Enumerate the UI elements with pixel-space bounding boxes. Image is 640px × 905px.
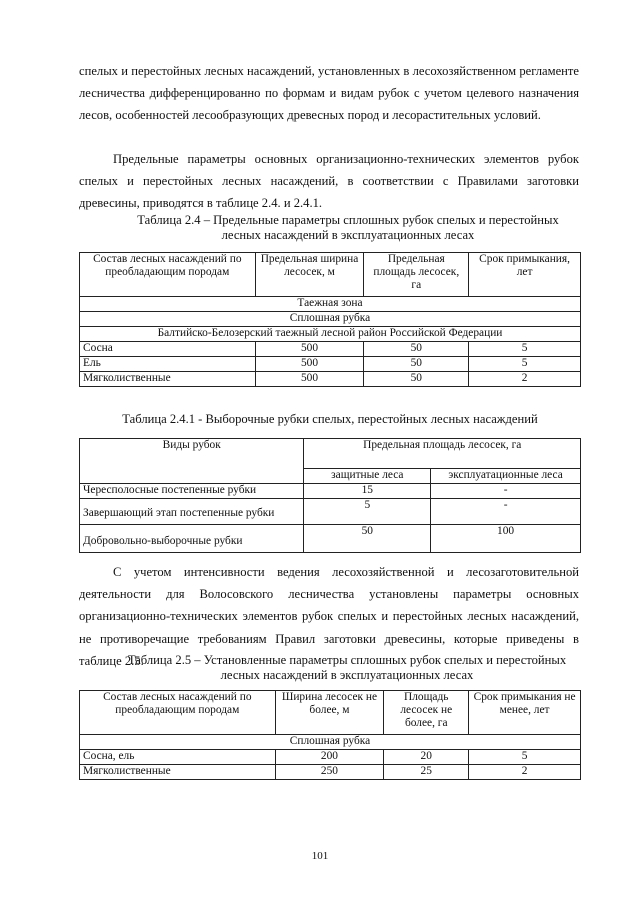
table-row (80, 750, 581, 765)
area-cell: 50 (364, 357, 469, 372)
area-cell: 25 (384, 765, 469, 780)
paragraph-3: С учетом интенсивности ведения лесохозяйственной и лесозаготовительной деятельности для Волосовского лесничества установлены параметры основных организационно-технических элементов рубок спелых и перестойных лесных насаждений, не противоречащие требованиям Правил заготовки древесины, которые приведены в таблице 2.5. (79, 565, 579, 668)
area-cell: 20 (384, 750, 469, 765)
width-cell: 200 (275, 750, 384, 765)
species-cell: Ель (80, 357, 256, 372)
width-cell: 500 (255, 372, 364, 387)
page-number: 101 (311, 850, 329, 862)
table-2-4-1-caption: Таблица 2.4.1 - Выборочные рубки спелых, перестойных лесных насаждений (122, 412, 538, 426)
header-area: Площадь лесосек не более, га (384, 691, 469, 735)
protective-cell: 5 (304, 499, 431, 525)
area-cell: 50 (364, 372, 469, 387)
table-2-4-caption: Таблица 2.4 – Предельные параметры сплошных рубок спелых и перестойных лесных насаждений в эксплуатационных лесах (137, 213, 559, 242)
term-cell: 5 (469, 750, 581, 765)
table-row (80, 525, 581, 553)
table-row (80, 499, 581, 525)
table-row (80, 484, 581, 499)
table-header-row (80, 691, 581, 735)
species-cell: Сосна (80, 342, 256, 357)
header-cut-kind: Виды рубок (80, 439, 304, 484)
table-2-4-1 (79, 438, 581, 553)
exploitation-cell: - (431, 484, 581, 499)
zone-row: Таежная зона (80, 297, 581, 312)
header-protective: защитные леса (304, 469, 431, 484)
table-row (80, 342, 581, 357)
term-cell: 5 (469, 342, 581, 357)
width-cell: 500 (255, 342, 364, 357)
exploitation-cell: 100 (431, 525, 581, 553)
species-cell: Сосна, ель (80, 750, 276, 765)
header-width: Ширина лесосек не более, м (275, 691, 384, 735)
width-cell: 500 (255, 357, 364, 372)
table-2-5-caption: Таблица 2.5 – Установленные параметры сплошных рубок спелых и перестойных лесных насаждений в эксплуатационных лесах (127, 653, 567, 682)
species-cell: Мягколиственные (80, 372, 256, 387)
table-2-4 (79, 252, 581, 387)
header-composition: Состав лесных насаждений по преобладающим породам (80, 253, 256, 297)
table-row (80, 372, 581, 387)
width-cell: 250 (275, 765, 384, 780)
header-max-area: Предельная площадь лесосек, га (304, 439, 581, 469)
header-exploitation: эксплуатационные леса (431, 469, 581, 484)
paragraph-1: спелых и перестойных лесных насаждений, установленных в лесохозяйственном регламенте лесничества дифференцированно по формам и видам рубок с учетом целевого назначения лесов, особенностей лесообразующих древесных пород и лесорастительных условий. (79, 64, 579, 123)
region-row: Балтийско-Белозерский таежный лесной район Российской Федерации (80, 327, 581, 342)
header-area: Предельная площадь лесосек, га (364, 253, 469, 297)
term-cell: 2 (469, 372, 581, 387)
term-cell: 2 (469, 765, 581, 780)
protective-cell: 50 (304, 525, 431, 553)
cut-type-row: Сплошная рубка (80, 735, 581, 750)
cut-kind-cell: Завершающий этап постепенные рубки (80, 499, 304, 525)
paragraph-2: Предельные параметры основных организационно-технических элементов рубок спелых и перестойных лесных насаждений, в соответствии с Правилами заготовки древесины, приводятся в таблице 2.4. и 2.4.1. (79, 152, 579, 211)
table-row (80, 357, 581, 372)
term-cell: 5 (469, 357, 581, 372)
header-composition: Состав лесных насаждений по преобладающим породам (80, 691, 276, 735)
table-2-5 (79, 690, 581, 780)
cut-type-row: Сплошная рубка (80, 312, 581, 327)
table-row (80, 765, 581, 780)
species-cell: Мягколиственные (80, 765, 276, 780)
header-term: Срок примыкания не менее, лет (469, 691, 581, 735)
header-width: Предельная ширина лесосек, м (255, 253, 364, 297)
table-header-row (80, 253, 581, 297)
cut-kind-cell: Чересполосные постепенные рубки (80, 484, 304, 499)
area-cell: 50 (364, 342, 469, 357)
cut-kind-cell: Добровольно-выборочные рубки (80, 525, 304, 553)
protective-cell: 15 (304, 484, 431, 499)
exploitation-cell: - (431, 499, 581, 525)
header-term: Срок примыкания, лет (469, 253, 581, 297)
